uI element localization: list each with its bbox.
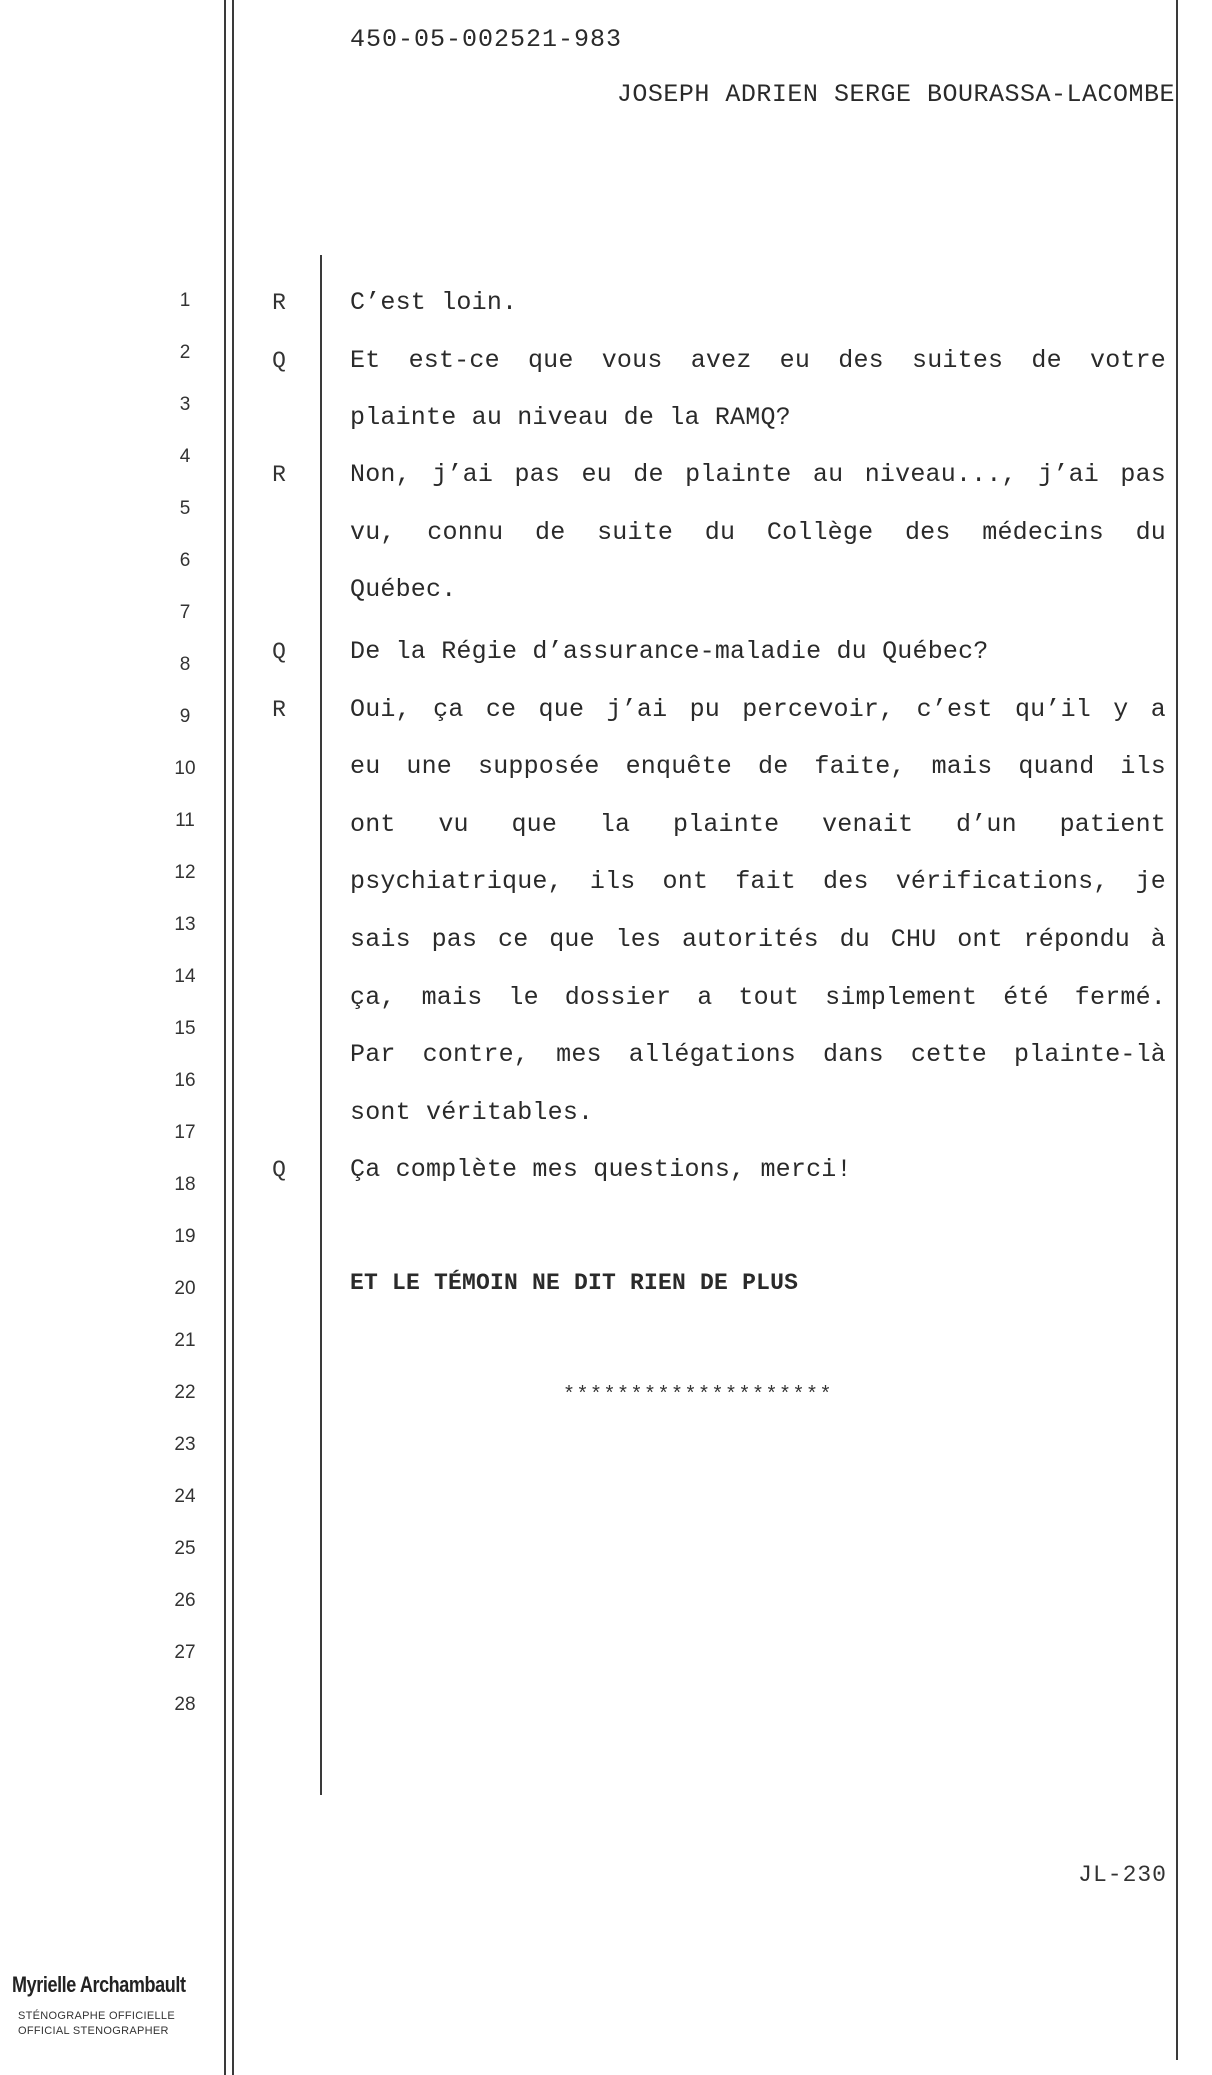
line-number: 17	[174, 1122, 196, 1143]
line-number: 26	[174, 1590, 196, 1611]
transcript-line: De la Régie d’assurance-maladie du Québec?	[350, 637, 989, 666]
closing-statement: ET LE TÉMOIN NE DIT RIEN DE PLUS	[350, 1270, 799, 1296]
line-number: 9	[179, 706, 191, 727]
transcript-line: ça, mais le dossier a tout simplement été fermé.	[350, 983, 1166, 1012]
transcript-line: Québec.	[350, 575, 457, 604]
transcript-line: ont vu que la plainte venait d’un patient	[350, 810, 1166, 839]
line-number: 23	[174, 1434, 196, 1455]
transcript-line: Non, j’ai pas eu de plainte au niveau..., j’ai pas	[350, 460, 1166, 489]
line-number: 11	[175, 810, 195, 831]
line-number: 16	[174, 1070, 196, 1091]
line-number: 20	[174, 1278, 196, 1299]
line-number: 6	[179, 550, 191, 571]
transcript-line: Et est-ce que vous avez eu des suites de votre	[350, 346, 1166, 375]
stenographer-title-fr: STÉNOGRAPHE OFFICIELLE	[18, 2010, 175, 2022]
speaker-marker: R	[272, 290, 286, 316]
separator-asterisks: ********************	[563, 1384, 834, 1407]
transcript-line: Ça complète mes questions, merci!	[350, 1155, 852, 1184]
document-code: JL-230	[1078, 1862, 1167, 1888]
transcript-line: sont véritables.	[350, 1098, 594, 1127]
line-number: 18	[174, 1174, 196, 1195]
line-number: 2	[179, 342, 191, 363]
witness-name: JOSEPH ADRIEN SERGE BOURASSA-LACOMBE	[616, 80, 1175, 109]
line-number: 22	[174, 1382, 196, 1403]
line-number: 13	[174, 914, 196, 935]
stenographer-title-en: OFFICIAL STENOGRAPHER	[18, 2025, 169, 2037]
stenographer-name: Myrielle Archambault	[12, 1972, 186, 1997]
speaker-marker: Q	[272, 1157, 286, 1183]
transcript-line: psychiatrique, ils ont fait des vérifications, je	[350, 867, 1166, 896]
line-number: 21	[174, 1330, 196, 1351]
transcript-line: plainte au niveau de la RAMQ?	[350, 403, 791, 432]
transcript-line: sais pas ce que les autorités du CHU ont répondu à	[350, 925, 1166, 954]
line-number: 4	[179, 446, 191, 467]
left-margin-rule-inner	[232, 0, 234, 2075]
line-number: 28	[174, 1694, 196, 1715]
line-number: 3	[179, 394, 191, 415]
line-number: 12	[174, 862, 196, 883]
transcript-line: C’est loin.	[350, 288, 518, 317]
line-number: 24	[174, 1486, 196, 1507]
transcript-line: eu une supposée enquête de faite, mais quand ils	[350, 752, 1166, 781]
line-number: 27	[174, 1642, 196, 1663]
line-number: 5	[179, 498, 191, 519]
transcript-line: Par contre, mes allégations dans cette plainte-là	[350, 1040, 1166, 1069]
line-number: 7	[179, 602, 191, 623]
speaker-marker: R	[272, 697, 286, 723]
line-number: 19	[174, 1226, 196, 1247]
case-number: 450-05-002521-983	[350, 25, 623, 54]
transcript-line: vu, connu de suite du Collège des médecins du	[350, 518, 1166, 547]
speaker-marker: Q	[272, 348, 286, 374]
transcript-line: Oui, ça ce que j’ai pu percevoir, c’est qu’il y a	[350, 695, 1166, 724]
speaker-marker: Q	[272, 639, 286, 665]
line-number: 25	[174, 1538, 196, 1559]
line-number: 1	[179, 290, 191, 311]
right-margin-rule	[1176, 0, 1178, 2060]
speaker-column-rule	[320, 255, 322, 1795]
speaker-marker: R	[272, 462, 286, 488]
line-number: 8	[179, 654, 191, 675]
line-number: 14	[174, 966, 196, 987]
line-number: 15	[174, 1018, 196, 1039]
line-number: 10	[174, 758, 196, 779]
left-margin-rule-outer	[224, 0, 226, 2075]
